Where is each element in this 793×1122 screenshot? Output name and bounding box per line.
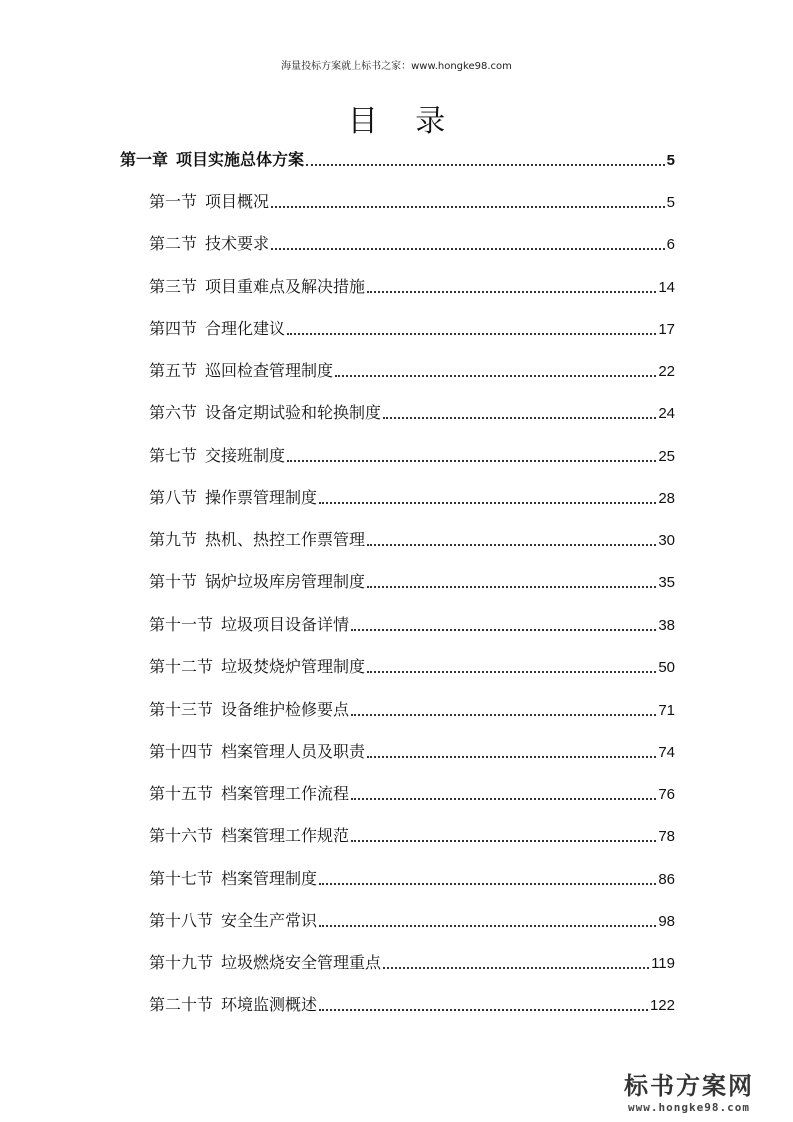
toc-section-entry[interactable] [149, 993, 675, 1017]
toc-entry-number: 第十四节 [149, 742, 214, 761]
page-header: 海量投标方案就上标书之家：www.hongke98.com [281, 61, 512, 72]
toc-entry-number: 第十六节 [149, 826, 214, 845]
page-title: 目 录 [347, 104, 460, 139]
toc-entry-title: 交接班制度 [205, 446, 286, 465]
toc-page-number: 22 [658, 363, 675, 380]
toc-entry-title: 档案管理工作规范 [221, 826, 350, 845]
toc-section-entry[interactable] [149, 444, 675, 468]
toc-dot-leader [351, 708, 656, 716]
toc-entry-number: 第三节 [149, 277, 198, 296]
toc-page-number: 86 [658, 871, 675, 888]
toc-page-number: 98 [658, 913, 675, 930]
toc-section-entry[interactable] [149, 698, 675, 722]
toc-dot-leader [367, 580, 656, 588]
toc-section-entry[interactable] [149, 655, 675, 679]
toc-entry-title: 巡回检查管理制度 [205, 361, 334, 380]
toc-page-number: 50 [658, 659, 675, 676]
toc-page-number: 28 [658, 490, 675, 507]
toc-page-number: 38 [658, 617, 675, 634]
toc-section-entry[interactable] [149, 486, 675, 510]
toc-page-number: 5 [666, 152, 675, 169]
toc-entry-title: 档案管理工作流程 [221, 784, 350, 803]
toc-dot-leader [367, 750, 656, 758]
toc-entry-title: 技术要求 [205, 234, 270, 253]
toc-section-entry[interactable] [149, 528, 675, 552]
toc-entry-label [149, 824, 349, 848]
toc-section-entry[interactable] [149, 359, 675, 383]
toc-entry-title: 项目概况 [205, 192, 270, 211]
toc-section-entry[interactable] [149, 740, 675, 764]
toc-dot-leader [271, 242, 665, 250]
toc-dot-leader [351, 623, 656, 631]
toc-entry-label [149, 190, 269, 214]
toc-section-entry[interactable] [149, 867, 675, 891]
toc-dot-leader [367, 665, 656, 673]
toc-dot-leader [383, 411, 656, 419]
toc-entry-label [149, 740, 365, 764]
toc-dot-leader [306, 158, 665, 166]
toc-entry-label [149, 570, 365, 594]
toc-entry-title: 锅炉垃圾库房管理制度 [205, 572, 366, 591]
toc-page-number: 122 [649, 997, 675, 1014]
toc-page-number: 35 [658, 574, 675, 591]
toc-page-number: 119 [651, 955, 675, 972]
toc-entry-number: 第十三节 [149, 700, 214, 719]
toc-entry-title: 档案管理制度 [221, 869, 318, 888]
toc-section-entry[interactable] [149, 782, 675, 806]
toc-entry-title: 设备维护检修要点 [221, 700, 350, 719]
toc-page-number: 74 [658, 744, 675, 761]
toc-entry-number: 第十一节 [149, 615, 214, 634]
toc-entry-label [149, 951, 381, 975]
toc-entry-number: 第十八节 [149, 911, 214, 930]
toc-entry-number: 第十节 [149, 572, 198, 591]
toc-dot-leader [319, 919, 656, 927]
toc-dot-leader [351, 792, 656, 800]
toc-entry-title: 垃圾焚烧炉管理制度 [221, 657, 366, 676]
toc-dot-leader [319, 496, 656, 504]
toc-entry-label [149, 317, 285, 341]
toc-entry-label [149, 782, 349, 806]
toc-entry-title: 合理化建议 [205, 319, 286, 338]
watermark-logo: 标书方案网 [624, 1072, 754, 1100]
toc-section-entry[interactable] [149, 909, 675, 933]
toc-page-number: 6 [666, 236, 675, 253]
toc-entry-number: 第十二节 [149, 657, 214, 676]
toc-entry-number: 第二十节 [149, 995, 214, 1014]
toc-entry-title: 档案管理人员及职责 [221, 742, 366, 761]
toc-entry-title: 安全生产常识 [221, 911, 318, 930]
toc-entry-title: 设备定期试验和轮换制度 [205, 403, 382, 422]
toc-entry-number: 第十七节 [149, 869, 214, 888]
toc-entry-title: 热机、热控工作票管理 [205, 530, 366, 549]
toc-entry-title: 垃圾项目设备详情 [221, 615, 350, 634]
toc-entry-label [149, 993, 317, 1017]
toc-entry-label [149, 232, 269, 256]
toc-entry-title: 操作票管理制度 [205, 488, 318, 507]
toc-entry-title: 项目实施总体方案 [176, 150, 305, 169]
toc-page-number: 24 [658, 405, 675, 422]
toc-entry-label [149, 698, 349, 722]
toc-entry-number: 第一节 [149, 192, 198, 211]
toc-entry-label [149, 909, 317, 933]
toc-entry-number: 第八节 [149, 488, 198, 507]
toc-page-number: 17 [658, 321, 675, 338]
toc-dot-leader [271, 200, 665, 208]
toc-section-entry[interactable] [149, 401, 675, 425]
toc-entry-label [149, 401, 381, 425]
toc-section-entry[interactable] [149, 232, 675, 256]
toc-page-number: 76 [658, 786, 675, 803]
toc-page-number: 71 [658, 702, 675, 719]
toc-dot-leader [351, 834, 656, 842]
toc-entry-number: 第七节 [149, 446, 198, 465]
toc-entry-title: 环境监测概述 [221, 995, 318, 1014]
toc-entry-label [149, 867, 317, 891]
toc-dot-leader [367, 285, 656, 293]
toc-page-number: 25 [658, 448, 675, 465]
toc-entry-label [149, 486, 317, 510]
toc-entry-number: 第二节 [149, 234, 198, 253]
toc-page-number: 5 [666, 194, 675, 211]
toc-dot-leader [287, 327, 656, 335]
site-watermark [599, 1071, 779, 1114]
toc-entry-label [149, 359, 333, 383]
toc-dot-leader [287, 454, 656, 462]
toc-entry-number: 第十五节 [149, 784, 214, 803]
toc-section-entry[interactable] [149, 317, 675, 341]
toc-entry-number: 第一章 [120, 150, 169, 169]
toc-page-number: 14 [658, 279, 675, 296]
toc-entry-label [149, 655, 365, 679]
toc-section-entry[interactable] [149, 951, 675, 975]
toc-section-entry[interactable] [149, 275, 675, 299]
toc-entry-number: 第十九节 [149, 953, 214, 972]
toc-entry-title: 垃圾燃烧安全管理重点 [221, 953, 382, 972]
toc-entry-label [149, 444, 285, 468]
toc-dot-leader [383, 961, 649, 969]
toc-section-entry[interactable] [149, 570, 675, 594]
toc-entry-label [149, 275, 365, 299]
toc-entry-label [149, 613, 349, 637]
toc-dot-leader [319, 877, 656, 885]
toc-entry-number: 第六节 [149, 403, 198, 422]
toc-dot-leader [319, 1003, 648, 1011]
toc-section-entry[interactable] [149, 613, 675, 637]
toc-entry-number: 第五节 [149, 361, 198, 380]
toc-page-number: 78 [658, 828, 675, 845]
toc-section-entry[interactable] [149, 824, 675, 848]
toc-chapter-entry[interactable] [120, 148, 675, 172]
toc-dot-leader [335, 369, 656, 377]
toc-entry-label [149, 528, 365, 552]
toc-entry-number: 第四节 [149, 319, 198, 338]
toc-section-entry[interactable] [149, 190, 675, 214]
toc-entry-label [120, 148, 304, 172]
toc-page-number: 30 [658, 532, 675, 549]
toc-entry-title: 项目重难点及解决措施 [205, 277, 366, 296]
watermark-url: www.hongke98.com [628, 1101, 750, 1114]
toc-entry-number: 第九节 [149, 530, 198, 549]
toc-dot-leader [367, 538, 656, 546]
